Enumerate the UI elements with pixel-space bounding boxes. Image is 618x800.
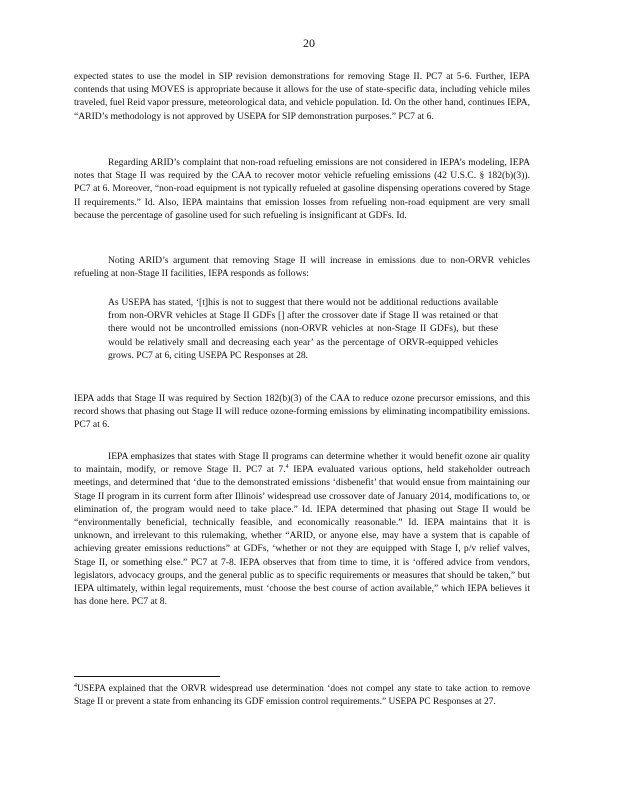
page-number: 20	[303, 36, 315, 50]
footnote-marker: 4	[74, 682, 77, 689]
footnote-text: USEPA explained that the ORVR widespread use determination ‘does not compel any state to take action to remove Stage II or prevent a state from enhancing its GDF emission control requirements.” USEPA PC Responses at 27.	[74, 684, 530, 707]
paragraph-text-rest: IEPA evaluated various options, held stakeholder outreach meetings, and determined that ‘due to the demonstrated emissions ‘disbenefit’ that would ensue from maintaining our Stage II program in its current form after Illinois’ widespread use crossover date of January 2014, modifications to, or elimination of, the program would need to take place.” Id. IEPA determined that phasing out Stage II would be “environmentally beneficial, technically feasible, and economically reasonable.” Id. IEPA maintains that it is unknown, and irrelevant to this rulemaking, whether “ARID, or anyone else, may have a system that is capable of achieving greater emissions reductions” at GDFs, ‘whether or not they are equipped with Stage I, p/v relief valves, Stage II, or something else.” PC7 at 7-8. IEPA observes that from time to time, it is ‘offered advice from vendors, legislators, advocacy groups, and the general public as to specific requirements or measures that should be taken,” but IEPA ultimately, within legal requirements, must ‘choose the best course of action available,” which IEPA believes it has done here. PC7 at 8.	[74, 464, 531, 608]
paragraph-nonroad-refueling: Regarding ARID’s complaint that non-road refueling emissions are not considered in IEPA’s modeling, IEPA notes that Stage II was required by the CAA to recover motor vehicle refueling emissions (42 U.S.C. § 182(b)(3)). PC7 at 6. Moreover, “non-road equipment is not typically refueled at gasoline dispensing operations covered by Stage II requirements.” Id. Also, IEPA maintains that emission losses from refueling non-road equipment are very small because the percentage of gasoline used for such refueling is insignificant at GDFs. Id.	[74, 157, 530, 221]
paragraph-iepa-emphasizes	[74, 450, 530, 608]
block-quote-usepa: As USEPA has stated, ‘[t]his is not to suggest that there would not be additional reductions available from non-ORVR vehicles at Stage II GDFs [] after the crossover date if Stage II was retained or that there would not be uncontrolled emissions (non-ORVR vehicles at non-Stage II GDFs), but these would be relatively small and decreasing each year’ as the percentage of ORVR-equipped vehicles grows. PC7 at 6, citing USEPA PC Responses at 28.	[108, 297, 498, 361]
footnote-reference: 4	[285, 464, 289, 471]
footnote-divider	[74, 676, 220, 677]
paragraph-orvr-argument: Noting ARID’s argument that removing Stage II will increase in emissions due to non-ORVR vehicles refueling at non-Stage II facilities, IEPA responds as follows:	[74, 255, 530, 280]
footnote	[74, 683, 530, 709]
paragraph-text-lead: IEPA emphasizes that states with Stage II programs can determine whether it would benefit ozone air quality to maintain, modify, or remove Stage II. PC7 at 7.	[74, 451, 530, 476]
paragraph-moves-continuation: expected states to use the model in SIP revision demonstrations for removing Stage II. PC7 at 5-6. Further, IEPA contends that using MOVES is appropriate because it allows for the use of state-specific data, including vehicle miles traveled, fuel Reid vapor pressure, meteorological data, and vehicle population. Id. On the other hand, continues IEPA, “ARID’s methodology is not approved by USEPA for SIP demonstration purposes.” PC7 at 6.	[74, 71, 531, 122]
paragraph-iepa-adds: IEPA adds that Stage II was required by Section 182(b)(3) of the CAA to reduce ozone precursor emissions, and this record shows that phasing out Stage II will reduce ozone-forming emissions by eliminating incompatibility emissions. PC7 at 6.	[74, 393, 530, 431]
